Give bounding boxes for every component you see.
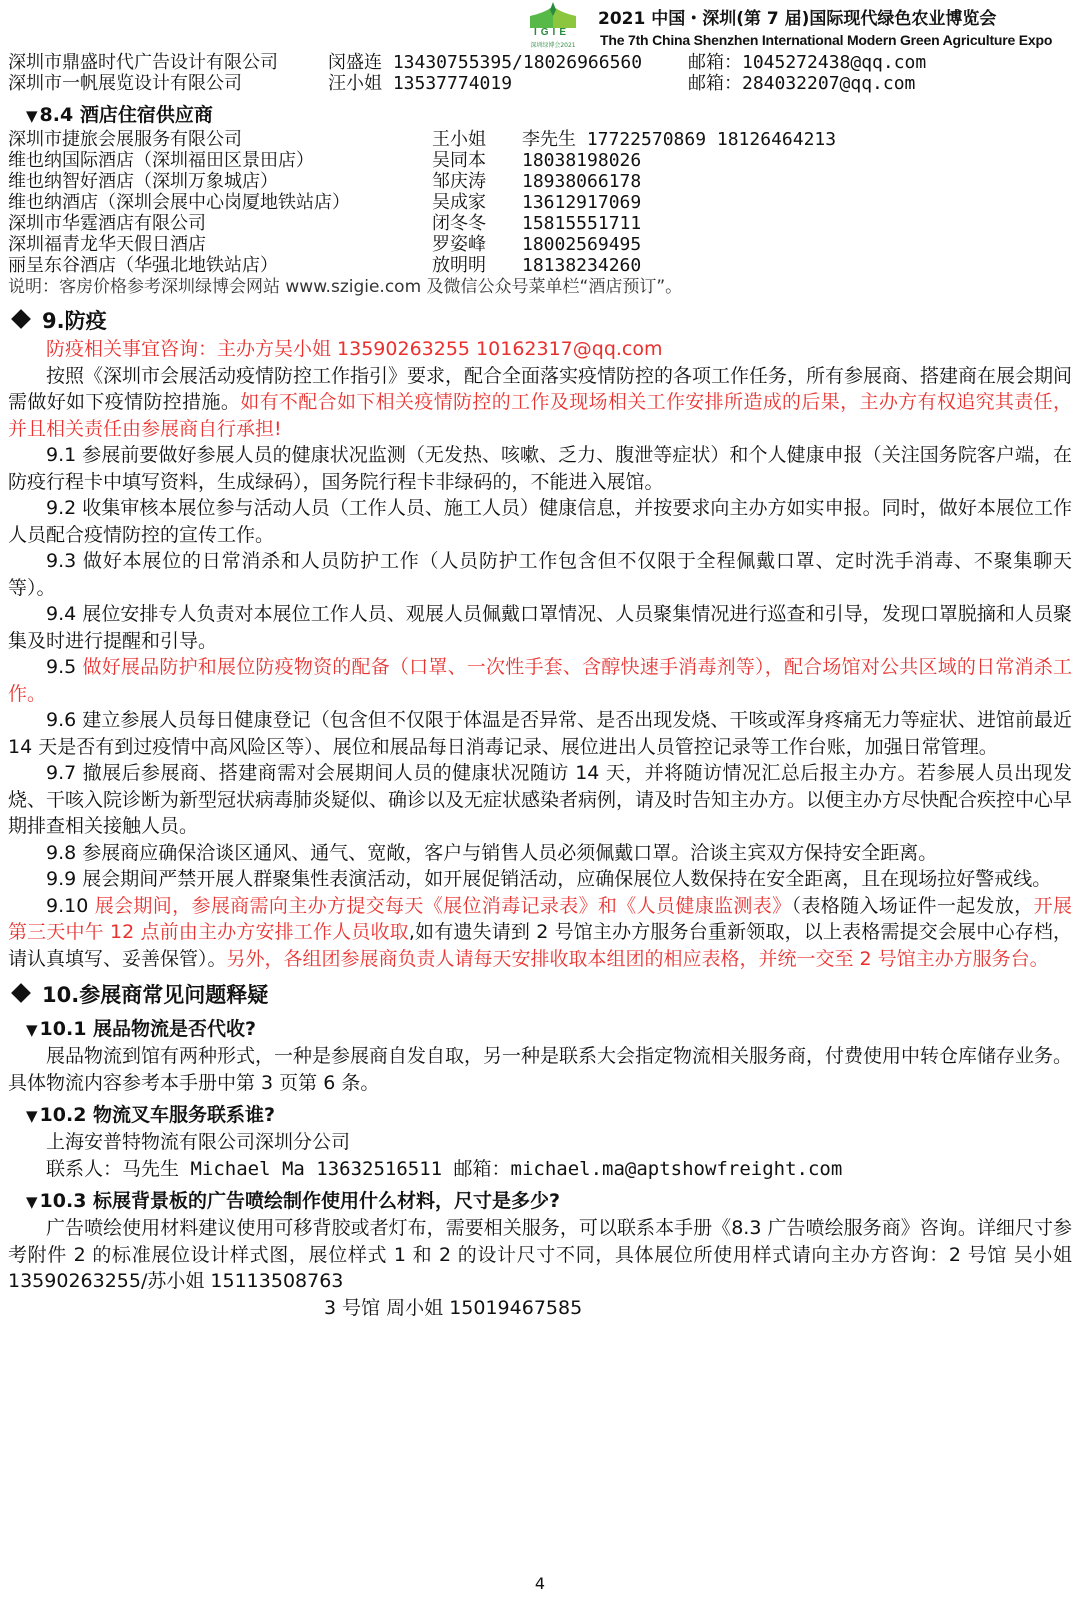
triangle-down-icon: ▼	[26, 107, 38, 125]
hotel-name: 深圳市捷旅会展服务有限公司	[8, 129, 242, 150]
hotel-name: 丽呈东谷酒店（华强北地铁站店）	[8, 255, 278, 276]
logo-wordmark: IGIE	[533, 27, 570, 38]
hotel-heading: ▼ 8.4 酒店住宿供应商	[26, 104, 213, 126]
clause-9-6: 9.6 建立参展人员每日健康登记（包含但不仅限于体温是否异常、是否出现发烧、干咳或浑身疼痛无力等症状、进馆前最近 14 天是否有到过疫情中高风险区等）、展位和展品每日消毒记录、展位进出人员管控记录等工作台账，加强日常管理。	[8, 709, 1072, 758]
faq-answer: 展品物流到馆有两种形式，一种是参展商自发自取，另一种是联系大会指定物流相关服务商，付费使用中转仓库储存业务。具体物流内容参考本手册中第 3 页第 6 条。	[8, 1045, 1073, 1094]
triangle-down-icon: ▼	[26, 1193, 38, 1211]
page-number: 4	[534, 1574, 546, 1593]
hotel-phone: 18138234260	[522, 255, 642, 276]
hotel-name: 深圳福青龙华天假日酒店	[8, 234, 206, 255]
clause-9-4: 9.4 展位安排专人负责对本展位工作人员、观展人员佩戴口罩情况、人员聚集情况进行巡查和引导，发现口罩脱摘和人员聚集及时进行提醒和引导。	[8, 603, 1072, 652]
page-header	[0, 0, 1080, 52]
triangle-down-icon: ▼	[26, 1021, 38, 1039]
clause-9-8: 9.8 参展商应确保洽谈区通风、通气、宽敞，客户与销售人员必须佩戴口罩。洽谈主宾双方保持安全距离。	[46, 841, 938, 864]
clause-9-7: 9.7 撤展后参展商、搭建商需对会展期间人员的健康状况随访 14 天，并将随访情况汇总后报主办方。若参展人员出现发烧、干咳入院诊断为新型冠状病毒肺炎疑似、确诊以及无症状感染者病例，请及时告知主办方。以便主办方尽快配合疾控中心早期排查相关接触人员。	[8, 762, 1073, 837]
ad-company: 深圳市一帆展览设计有限公司	[8, 73, 242, 94]
triangle-down-icon: ▼	[26, 1107, 38, 1125]
faq-answer-hall3: 3 号馆 周小姐 15019467585	[324, 1296, 583, 1319]
hotel-phone: 18002569495	[522, 234, 642, 255]
hotel-note: 说明：客房价格参考深圳绿博会网站 www.szigie.com 及微信公众号菜单栏“酒店预订”。	[8, 277, 683, 297]
clause-9-2: 9.2 收集审核本展位参与活动人员（工作人员、施工人员）健康信息，并按要求向主办方如实申报。同时，做好本展位工作人员配合疫情防控的宣传工作。	[8, 497, 1072, 546]
hotel-row	[8, 129, 1072, 150]
hotel-phone: 李先生 17722570869 18126464213	[522, 129, 837, 150]
hotel-list	[8, 129, 1072, 276]
faq-answer-contact: 联系人：马先生 Michael Ma 13632516511 邮箱：michael.ma@aptshowfreight.com	[46, 1157, 843, 1180]
epidemic-intro: 按照《深圳市会展活动疫情防控工作指引》要求，配合全面落实疫情防控的各项工作任务，所有参展商、搭建商在展会期间需做好如下疫情防控措施。如有不配合如下相关疫情防控的工作及现场相关工作安排所造成的后果，主办方有权追究其责任，并且相关责任由参展商自行承担!	[8, 364, 1073, 440]
hotel-phone: 18938066178	[522, 171, 642, 192]
ad-email: 邮箱：284032207@qq.com	[688, 73, 916, 94]
hotel-row	[8, 213, 1072, 234]
epidemic-consult: 防疫相关事宜咨询：主办方吴小姐 13590263255 10162317@qq.com	[46, 338, 663, 360]
hotel-person: 王小姐	[432, 129, 486, 150]
hotel-row	[8, 192, 1072, 213]
hotel-person: 罗姿峰	[432, 234, 486, 255]
faq-answer: 广告喷绘使用材料建议使用可移背胶或者灯布，需要相关服务，可以联系本手册《8.3 广告喷绘服务商》咨询。详细尺寸参考附件 2 的标准展位设计样式图，展位样式 1 和 2 的设计尺寸不同，具体展位所使用样式请向主办方咨询：2 号馆 吴小姐 13590263255/苏小姐 15113508763	[8, 1217, 1072, 1292]
faq-answer-company: 上海安普特物流有限公司深圳分公司	[46, 1131, 351, 1153]
hotel-row	[8, 255, 1072, 276]
logo-subtext: 深圳绿博会2021	[530, 42, 576, 49]
hotel-person: 邹庆涛	[432, 171, 486, 192]
clause-9-1: 9.1 参展前要做好参展人员的健康状况监测（无发热、咳嗽、乏力、腹泄等症状）和个人健康申报（关注国务院客户端，在防疫行程卡中填写资料，生成绿码），国务院行程卡非绿码的，不能进入展馆。	[8, 444, 1072, 493]
page-content	[8, 52, 1072, 1321]
diamond-bullet-icon	[11, 309, 31, 329]
clause-9-9: 9.9 展会期间严禁开展人群聚集性表演活动，如开展促销活动，应确保展位人数保持在安全距离，且在现场拉好警戒线。	[46, 868, 1052, 890]
hotel-person: 吴成家	[432, 192, 486, 213]
faq-question: ▼ 10.1 展品物流是否代收?	[26, 1018, 257, 1040]
hotel-person: 闭冬冬	[432, 213, 486, 234]
faq-question: ▼ 10.3 标展背景板的广告喷绘制作使用什么材料，尺寸是多少?	[26, 1190, 561, 1212]
faq-question: ▼ 10.2 物流叉车服务联系谁?	[26, 1104, 276, 1126]
diamond-bullet-icon	[11, 983, 31, 1003]
hotel-person: 吴同本	[432, 150, 486, 171]
clause-9-3: 9.3 做好本展位的日常消杀和人员防护工作（人员防护工作包含但不仅限于全程佩戴口罩、定时洗手消毒、不聚集聊天等）。	[8, 550, 1072, 599]
hotel-name: 维也纳智好酒店（深圳万象城店）	[8, 171, 278, 192]
ad-email: 邮箱：1045272438@qq.com	[688, 52, 927, 73]
hotel-row	[8, 234, 1072, 255]
expo-title-cn: 2021 中国・深圳(第 7 届)国际现代绿色农业博览会	[598, 9, 997, 29]
hotel-phone: 18038198026	[522, 150, 642, 171]
hotel-row	[8, 150, 1072, 171]
hotel-name: 维也纳国际酒店（深圳福田区景田店）	[8, 150, 314, 171]
ad-supplier-row	[8, 73, 1072, 94]
ad-company: 深圳市鼎盛时代广告设计有限公司	[8, 52, 278, 73]
hotel-row	[8, 171, 1072, 192]
hotel-name: 维也纳酒店（深圳会展中心岗厦地铁站店）	[8, 192, 350, 213]
clause-9-10: 9.10 展会期间，参展商需向主办方提交每天《展位消毒记录表》和《人员健康监测表》（表格随入场证件一起发放，开展第三天中午 12 点前由主办方安排工作人员收取,如有遗失请到 2 号馆主办方服务台重新领取，以上表格需提交会展中心存档，请认真填写、妥善保管）。另外，各组团参展商负责人请每天安排收取本组团的相应表格，并统一交至 2 号馆主办方服务台。	[8, 894, 1072, 970]
hotel-phone: 15815551711	[522, 213, 642, 234]
hotel-name: 深圳市华霆酒店有限公司	[8, 213, 206, 234]
ad-contact: 汪小姐 13537774019	[328, 73, 513, 94]
hotel-phone: 13612917069	[522, 192, 642, 213]
expo-title-en: The 7th China Shenzhen International Modern Green Agriculture Expo	[600, 32, 1053, 48]
section-10-heading: 10.参展商常见问题释疑	[8, 980, 1072, 1010]
section-9-heading: 9.防疫	[8, 306, 1072, 336]
ad-contact: 闵盛连 13430755395/18026966560	[328, 52, 643, 73]
clause-9-5: 9.5 做好展品防护和展位防疫物资的配备（口罩、一次性手套、含醇快速手消毒剂等），配合场馆对公共区域的日常消杀工作。	[8, 656, 1072, 705]
hotel-person: 放明明	[432, 255, 486, 276]
ad-supplier-row	[8, 52, 1072, 73]
